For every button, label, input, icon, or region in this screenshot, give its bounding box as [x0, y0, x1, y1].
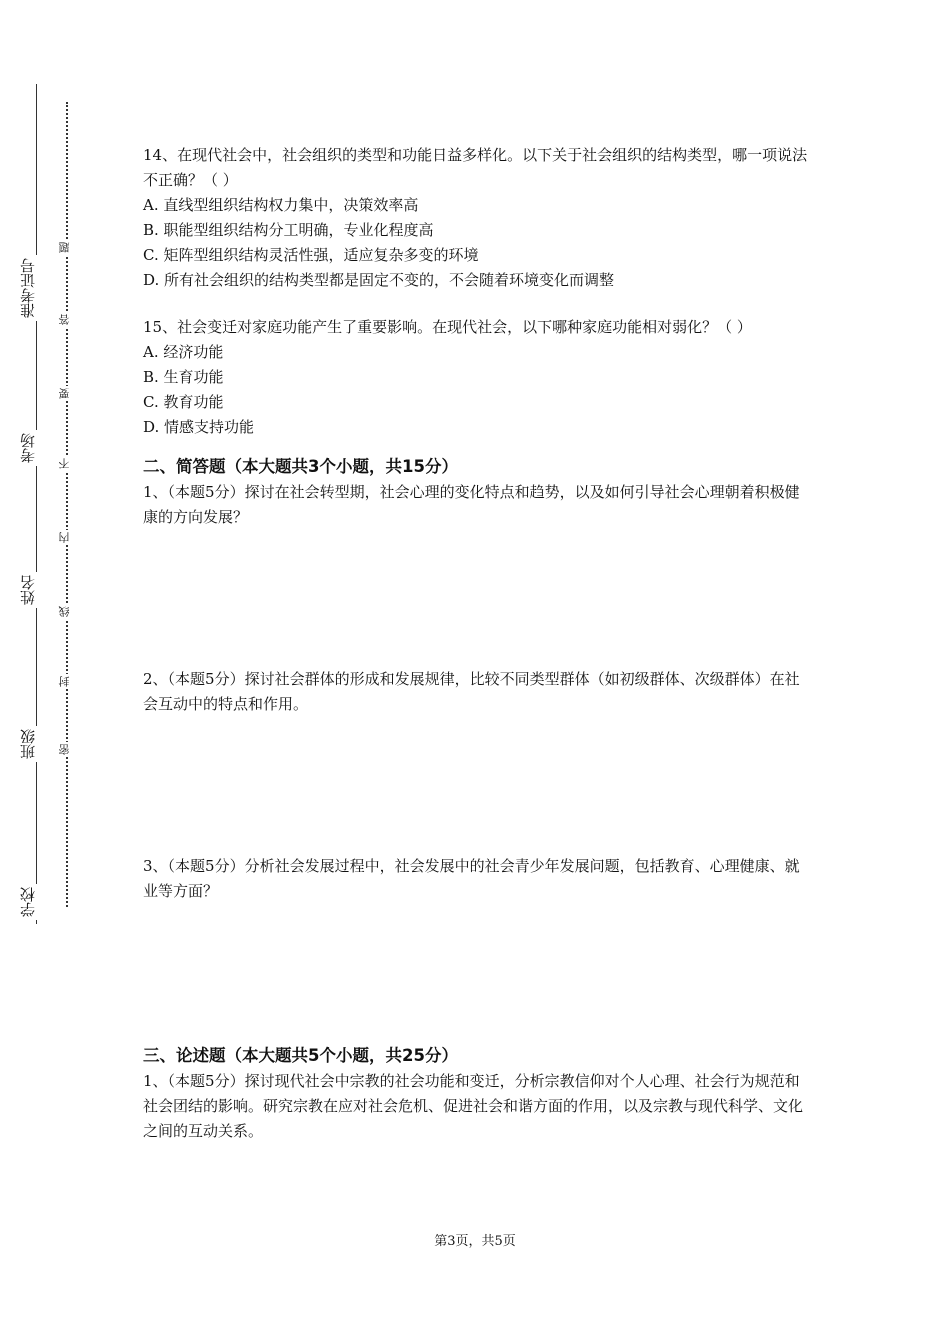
seal-char: 密 [58, 742, 74, 757]
field-name-label: 姓名 [20, 572, 54, 608]
seal-char: 线 [58, 604, 74, 619]
field-class-label: 班级 [20, 726, 54, 762]
option-d: D. 情感支持功能 [143, 418, 255, 436]
field-exam-room-label: 考场 [20, 430, 54, 466]
field-ticket-number-label: 准考证号 [20, 255, 54, 321]
answer-space [143, 530, 813, 667]
question-stem: 14、在现代社会中，社会组织的类型和功能日益多样化。以下关于社会组织的结构类型，哪一项说法不正确？（ ） [143, 146, 808, 189]
question-stem: 15、社会变迁对家庭功能产生了重要影响。在现代社会，以下哪种家庭功能相对弱化？（ ） [143, 318, 752, 336]
seal-char: 答 [58, 312, 74, 327]
exam-content [143, 143, 813, 1144]
option-a: A. 经济功能 [143, 343, 224, 361]
option-b: B. 职能型组织结构分工明确，专业化程度高 [143, 221, 434, 239]
seal-char: 不 [58, 456, 74, 471]
seal-char: 内 [58, 530, 74, 545]
answer-space [143, 904, 813, 1043]
essay-question-1: 1、（本题5分）探讨现代社会中宗教的社会功能和变迁，分析宗教信仰对个人心理、社会行为规范和社会团结的影响。研究宗教在应对社会危机、促进社会和谐方面的作用，以及宗教与现代科学、文化之间的互动关系。 [143, 1072, 804, 1140]
section-3-title: 三、论述题（本大题共5个小题，共25分） [143, 1046, 458, 1065]
option-a: A. 直线型组织结构权力集中，决策效率高 [143, 196, 419, 214]
field-school-label: 学校 [20, 884, 54, 920]
option-c: C. 矩阵型组织结构灵活性强，适应复杂多变的环境 [143, 246, 479, 264]
seal-dotted-line [66, 102, 68, 907]
short-answer-question-3: 3、（本题5分）分析社会发展过程中，社会发展中的社会青少年发展问题，包括教育、心理健康、就业等方面？ [143, 857, 800, 900]
section-2-title: 二、简答题（本大题共3个小题，共15分） [143, 457, 458, 476]
seal-char: 题 [58, 240, 74, 255]
short-answer-question-2: 2、（本题5分）探讨社会群体的形成和发展规律，比较不同类型群体（如初级群体、次级群体）在社会互动中的特点和作用。 [143, 670, 800, 713]
question-15 [143, 315, 813, 440]
option-d: D. 所有社会组织的结构类型都是固定不变的，不会随着环境变化而调整 [143, 271, 615, 289]
seal-char: 封 [58, 674, 74, 689]
option-c: C. 教育功能 [143, 393, 224, 411]
seal-char: 要 [58, 386, 74, 401]
page-footer: 第3页，共5页 [434, 1234, 516, 1249]
short-answer-question-1: 1、（本题5分）探讨在社会转型期，社会心理的变化特点和趋势，以及如何引导社会心理朝着积极健康的方向发展？ [143, 483, 800, 526]
binding-strip [0, 0, 110, 1344]
binding-solid-line [36, 84, 37, 924]
answer-space [143, 717, 813, 854]
option-b: B. 生育功能 [143, 368, 224, 386]
question-14 [143, 143, 813, 293]
